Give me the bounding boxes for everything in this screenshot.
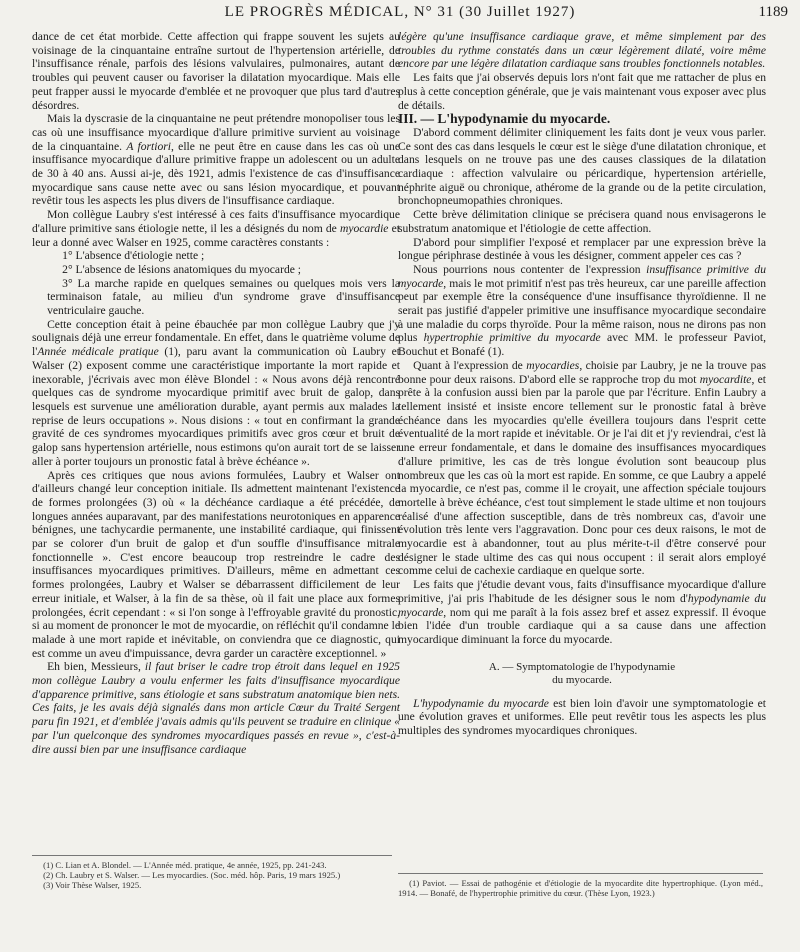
- list-item: 2° L'absence de lésions anatomiques du myocarde ;: [62, 262, 302, 276]
- paragraph: Quant à l'expression de myocardies, choisie par Laubry, je ne la trouve pas bonne pour deux raisons. D'abord elle se rapproche trop du mot myocardite, et prête à la confusion aussi bien par la parole que par l'écriture. Enfin Laubry a tellement insisté et insiste encore tellement sur le pronostic fatal à brève échéance dans les myocardies qu'elle éveillera toujours dans l'esprit cette éventualité de la mort rapide et inévitable. Or je l'ai dit et j'y reviendrai, c'est là une erreur fondamentale, et dans le domaine des insuffisances myocardiques d'allure primitive, les cas de très longue évolution sont beaucoup plus nombreux que les cas où la mort est rapide. En somme, ce que Laubry a appelé la myocardie, ce n'est pas, comme il le croyait, une affection spéciale toujours mortelle à brève échéance, c'est tout simplement le stade ultime et non toujours réalisé d'une affection susceptible, dans de très nombreux cas, d'avoir une évolution très lente vers l'aggravation. Donc pour ces deux raisons, le mot de myocardie est à abandonner, tout au plus mérite-t-il d'être conservé pour désigner le stade ultime des cas qui nous occupent : il serait alors employé comme celui de cachexie cardiaque en quelque sorte.: [398, 358, 766, 578]
- paragraph: Cette conception était à peine ébauchée par mon collègue Laubry que j'y soulignais déjà une erreur fondamentale. En effet, dans le quatrième volume de l'Année médicale pratique (1), paru avant la communication où Laubry et Walser (2) exposent comme une caractéristique importante la mort rapide et inexorable, j'écrivais avec mon élève Blondel : « Nous avons déjà rencontré quelques cas de syndrome myocardique primitif avec bruit de galop, dans lesquels est survenue une amélioration durable, ayant permis aux malades la reprise de leurs occupations ». Nous disions : « tout en confirmant la grande gravité de ces syndromes myocardiques primitifs avec gros cœur et bruit de galop sans hypertension artérielle, nous estimons qu'on aurait tort de se laisser aller à porter toujours un pronostic fatal à brève échéance ».: [32, 317, 400, 468]
- paragraph: Après ces critiques que nous avions formulées, Laubry et Walser ont d'ailleurs changé leur conception initiale. Ils admettent maintenant l'existence de formes prolongées (3) où « la déchéance cardiaque a été précédée, de longues années auparavant, par des manifestations neurotoniques en apparence bénignes, une tachycardie permanente, une instabilité cardiaque, qui finissent par se colorer d'un bruit de galop et d'un souffle d'insuffisance mitrale fonctionnelle ». C'est encore beaucoup trop restreindre le cadre des insuffisances myocardiques primitives. D'ailleurs, même en admettant ces formes prolongées, Laubry et Walser se débarrassent difficilement de leur erreur initiale, et Walser, à la fin de sa thèse, où il fait une place aux formes prolongées, écrit cependant : « si l'on songe à l'effroyable gravité du pronostic, si au moment de prononcer le mot de myocardie, on réfléchit qu'il condamne le malade à une mort rapide et inévitable, on conviendra que ce diagnostic, qui est comme un aveu d'impuissance, devra garder un caractère exceptionnel. »: [32, 468, 400, 660]
- paragraph: Mon collègue Laubry s'est intéressé à ces faits d'insuffisance myocardique d'allure primitive sans étiologie nette, il les a désignés du nom de myocardie et leur a donné avec Walser en 1925, comme caractères constants :: [32, 208, 400, 249]
- paragraph: dance de cet état morbide. Cette affection qui frappe souvent les sujets au voisinage de la cinquantaine entraîne surtout de l'hypertension artérielle, de l'insuffisance rénale, parfois des lésions valvulaires, pulmonaires, autant de troubles qui peuvent causer ou favoriser la dilatation myocardique. Mais elle peut frapper aussi le myocarde d'emblée et ne provoquer que plus tard d'autres désordres.: [32, 30, 400, 112]
- footnote: (2) Ch. Laubry et S. Walser. — Les myocardies. (Soc. méd. hôp. Paris, 19 mars 1925.): [43, 870, 341, 881]
- paragraph: légère qu'une insuffisance cardiaque grave, et même simplement par des troubles du rythme constatés dans un cœur légèrement dilaté, voire même encore par une légère dilatation cardiaque sans troubles fonctionnels notables.: [398, 30, 766, 71]
- list-item: 1° L'absence d'étiologie nette ;: [62, 249, 205, 263]
- footnote: (1) C. Lian et A. Blondel. — L'Année méd. pratique, 4e année, 1925, pp. 241-243.: [43, 860, 327, 870]
- list-item: 3° La marche rapide en quelques semaines ou quelques mois vers la terminaison fatale, au milieu d'un syndrome grave d'insuffisance ventriculaire gauche.: [47, 276, 400, 318]
- footnote: (1) Paviot. — Essai de pathogénie et d'étiologie de la myocardite dite hypertrophique. (Lyon méd., 1914. — Bonafé, de l'hypertrophie primitive du cœur. (Thèse Lyon, 1923.): [398, 878, 763, 899]
- paragraph: Les faits que j'ai observés depuis lors n'ont fait que me rattacher de plus en plus à cette conception générale, que je vais maintenant vous exposer avec plus de détails.: [398, 71, 766, 112]
- section-title: III. — L'hypodynamie du myocarde.: [398, 111, 611, 127]
- paragraph: Eh bien, Messieurs, il faut briser le cadre trop étroit dans lequel en 1925 mon collègue Laubry a voulu enfermer les faits d'insuffisance myocardique d'apparence primitive, sans étiologie et sans substratum anatomique bien nets. Ces faits, je les avais déjà signalés dans mon article Cœur du Traité Sergent paru fin 1921, et d'emblée j'avais admis qu'ils peuvent se traduire en clinique « par l'un quelconque des syndromes myocardiques passés en revue », c'est-à-dire aussi bien par une insuffisance cardiaque: [32, 660, 400, 756]
- subsection-title: A. — Symptomatologie de l'hypodynamie du myocarde.: [488, 660, 676, 686]
- page-number: 1189: [758, 4, 788, 20]
- right-column: [398, 30, 766, 936]
- paragraph: D'abord comment délimiter cliniquement les faits dont je veux vous parler. Ce sont des cas dans lesquels le cœur est le siège d'une dilatation chronique, et dans lesquels on ne trouve pas une des causes classiques de la dilatation cardiaque : affection valvulaire ou péricardique, hypertension artérielle, néphrite aiguë ou chronique, athérome de la grande ou de la petite circulation, bronchopneumopathies chroniques.: [398, 125, 766, 208]
- paragraph: D'abord pour simplifier l'exposé et remplacer par une expression brève la longue périphrase destinée à vous les désigner, comment appeler ces cas ?: [398, 235, 766, 263]
- paragraph: Les faits que j'étudie devant vous, faits d'insuffisance myocardique d'allure primitive, j'ai pris l'habitude de les désigner sous le nom d'hypodynamie du myocarde, nom qui me paraît à la fois assez bref et assez expressif. Il évoque bien l'idée d'un trouble cardiaque qui a sa cause dans une affection myocardique diminuant la force du myocarde.: [398, 578, 767, 646]
- journal-title: LE PROGRÈS MÉDICAL, N° 31 (30 Juillet 1927): [224, 4, 576, 20]
- left-column: [32, 30, 400, 936]
- paragraph: L'hypodynamie du myocarde est bien loin d'avoir une symptomatologie et une évolution graves et uniformes. Elle peut revêtir tous les aspects les plus multiples des syndromes myocardiques chroniques.: [398, 696, 767, 738]
- footnote: (3) Voir Thèse Walser, 1925.: [43, 880, 142, 891]
- footnotes-left: [32, 855, 392, 891]
- footnotes-right: [398, 873, 763, 898]
- paragraph: Mais la dyscrasie de la cinquantaine ne peut prétendre monopoliser tous les cas où une insuffisance myocardique d'allure primitive survient au voisinage de la cinquantaine. A fortiori, elle ne peut être en cause dans les cas où une insuffisance myocardique d'allure primitive frappe un adolescent ou un adulte de 30 à 40 ans. Aussi ai-je, dès 1921, admis l'existence de cas d'insuffisance myocardique sans cause nette avec ou sans lésion myocardique, et pouvant revêtir tous les aspects les plus divers de l'insuffisance cardiaque.: [32, 112, 400, 208]
- paragraph: Cette brève délimitation clinique se précisera quand nous envisagerons le substratum anatomique et l'étiologie de cette affection.: [398, 208, 766, 235]
- page-header: [0, 0, 800, 28]
- paragraph: Nous pourrions nous contenter de l'expression insuffisance primitive du myocarde, mais le mot primitif n'est pas très heureux, car une pareille affection peut par exemple être la conséquence d'une insuffisance thyroïdienne. Il ne serait pas justifié d'appeler primitive une insuffisance myocardique secondaire à une maladie du corps thyroïde. Pour la même raison, nous ne dirons pas non plus hypertrophie primitive du myocarde avec MM. le professeur Paviot, Bouchut et Bonafé (1).: [398, 262, 767, 359]
